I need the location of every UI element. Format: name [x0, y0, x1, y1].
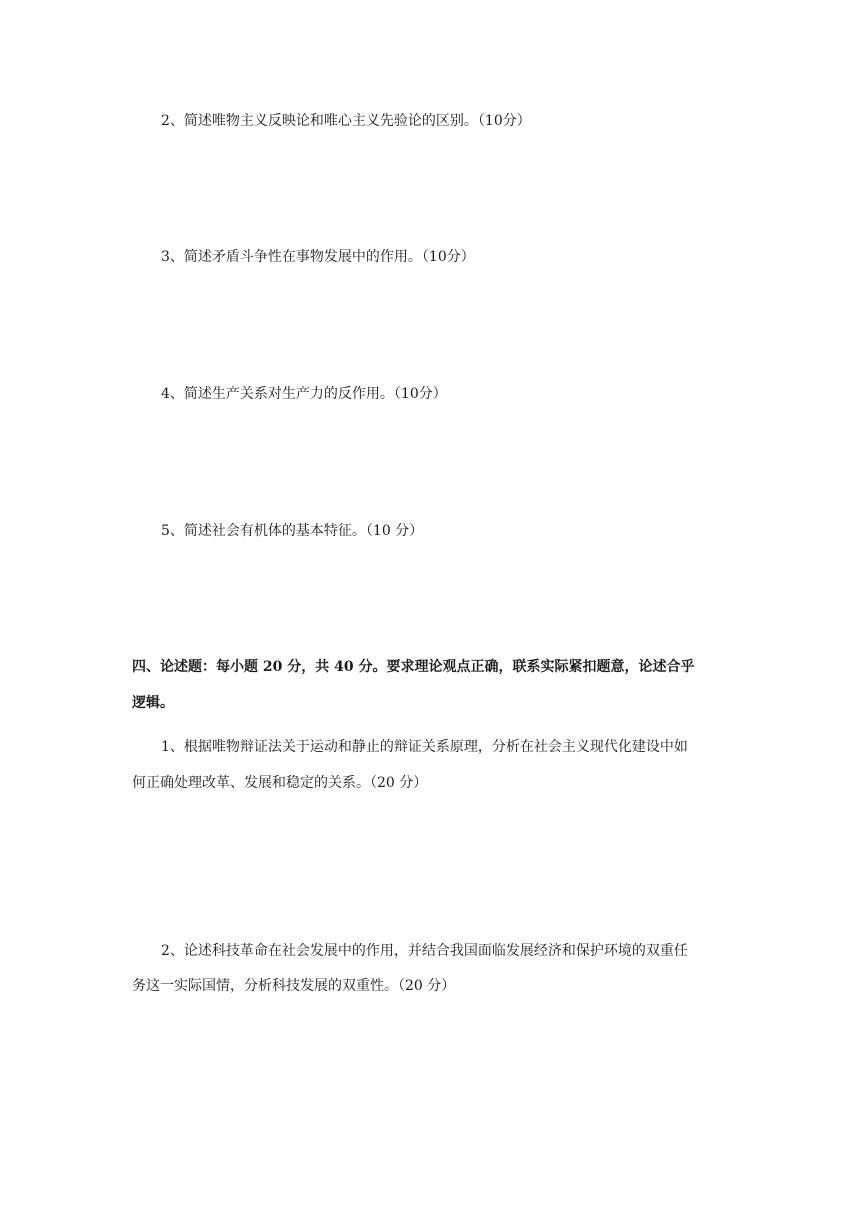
essay-section-heading: 四、论述题：每小题 20 分，共 40 分。要求理论观点正确，联系实际紧扣题意，论述合乎 — [132, 659, 695, 675]
short-answer-question-4: 4、简述生产关系对生产力的反作用。（10分） — [161, 386, 447, 402]
short-answer-question-3: 3、简述矛盾斗争性在事物发展中的作用。（10分） — [161, 249, 475, 265]
essay-question-2: 2、论述科技革命在社会发展中的作用，并结合我国面临发展经济和保护环境的双重任 — [161, 943, 688, 959]
short-answer-question-5: 5、简述社会有机体的基本特征。（10 分） — [161, 523, 424, 539]
essay-question-2-cont: 务这一实际国情，分析科技发展的双重性。（20 分） — [132, 978, 456, 994]
essay-question-1-cont: 何正确处理改革、发展和稳定的关系。（20 分） — [132, 775, 428, 791]
short-answer-question-2: 2、简述唯物主义反映论和唯心主义先验论的区别。（10分） — [161, 113, 531, 129]
essay-question-1: 1、根据唯物辩证法关于运动和静止的辩证关系原理，分析在社会主义现代化建设中如 — [161, 739, 688, 755]
essay-section-heading-cont: 逻辑。 — [132, 695, 174, 711]
